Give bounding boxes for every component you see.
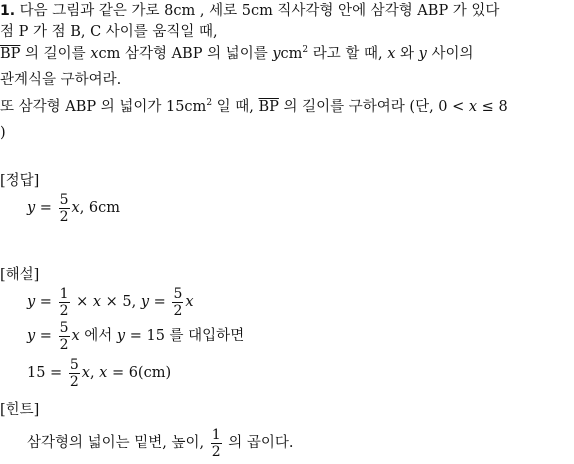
var-x: x [90, 46, 99, 62]
solution-line-2 [27, 318, 244, 354]
solution-text: 에서 [79, 328, 117, 344]
problem-text-3a: 의 길이를 [20, 46, 91, 62]
answer-equation [27, 190, 120, 226]
var-x: x [71, 328, 80, 344]
solution-text: , [89, 365, 100, 381]
var-x: x [99, 365, 108, 381]
denominator: 2 [59, 336, 69, 353]
fraction [59, 193, 70, 224]
fraction [59, 287, 70, 318]
solution-heading-text: [해설] [0, 267, 40, 283]
solution-line-1 [27, 284, 194, 320]
problem-line-6 [0, 122, 6, 144]
var-x: x [468, 99, 478, 115]
problem-text-3d: 라고 할 때, [308, 46, 388, 62]
segment-bp: $\overline{BP}$ [0, 46, 21, 62]
problem-number: 1. [0, 3, 16, 19]
solution-text: × 5, [101, 294, 141, 310]
denominator: 2 [173, 302, 183, 319]
problem-text-5c: 의 길이를 구하여라 (단, 0 < [278, 99, 469, 115]
fraction [59, 321, 70, 352]
var-x: x [185, 294, 194, 310]
problem-line-2 [0, 21, 218, 43]
hint-heading [0, 399, 39, 421]
answer-heading [0, 170, 39, 192]
solution-text: = 15 를 대입하면 [125, 328, 245, 344]
solution-text: = 6(cm) [107, 365, 172, 381]
problem-line-4 [0, 69, 121, 91]
hint-line [27, 424, 294, 462]
var-y: y [418, 46, 427, 62]
equals: = [35, 200, 57, 216]
denominator: 2 [59, 302, 69, 319]
denominator: 2 [69, 373, 79, 390]
hint-heading-text: [힌트] [0, 402, 40, 418]
var-y: y [27, 294, 36, 310]
numerator: 5 [69, 356, 79, 373]
exponent: 2 [302, 45, 309, 55]
equals: = [35, 294, 57, 310]
problem-text-1: 다음 그림과 같은 가로 8cm , 세로 5cm 직사각형 안에 삼각형 ABP 가 있다 [19, 3, 500, 19]
fraction [69, 358, 80, 389]
fraction [211, 428, 222, 459]
problem-text-5d: ≤ 8 [477, 99, 508, 115]
numerator: 1 [59, 285, 69, 302]
fraction [172, 287, 183, 318]
problem-text-3e: 와 [395, 46, 419, 62]
problem-text-2: 점 P 가 점 B, C 사이를 움직일 때, [0, 24, 218, 40]
var-y: y [27, 200, 36, 216]
numerator: 5 [59, 319, 69, 336]
var-y: y [116, 328, 126, 344]
problem-text-5b: 일 때, [212, 99, 259, 115]
segment-bp: $\overline{BP}$ [258, 99, 279, 115]
problem-text-5a: 또 삼각형 ABP 의 넓이가 15cm [0, 99, 207, 115]
solution-text: 15 = [27, 365, 67, 381]
var-x: x [387, 46, 396, 62]
solution-line-3 [27, 355, 171, 391]
equals: = [35, 328, 57, 344]
answer-heading-text: [정답] [0, 173, 40, 189]
var-y: y [140, 294, 150, 310]
denominator: 2 [59, 208, 69, 225]
problem-text-6: ) [0, 125, 6, 141]
numerator: 1 [211, 426, 221, 443]
problem-text-4: 관계식을 구하여라. [0, 72, 122, 88]
denominator: 2 [211, 443, 221, 460]
equals: = [149, 294, 171, 310]
hint-text: 의 곱이다. [223, 435, 294, 451]
numerator: 5 [173, 285, 183, 302]
hint-text: 삼각형의 넓이는 밑변, 높이, [27, 435, 209, 451]
problem-text-3b: cm 삼각형 ABP 의 넓이를 [98, 46, 273, 62]
answer-tail: , 6cm [79, 200, 121, 216]
numerator: 5 [59, 191, 69, 208]
var-x: x [81, 365, 90, 381]
problem-line-1 [0, 0, 499, 22]
var-y: y [272, 46, 281, 62]
unit-cm: cm [280, 46, 303, 62]
problem-line-5 [0, 96, 508, 118]
exponent: 2 [206, 98, 213, 108]
solution-heading [0, 264, 39, 286]
problem-text-3f: 사이의 [426, 46, 474, 62]
var-x: x [71, 200, 80, 216]
times: × [71, 294, 93, 310]
var-y: y [27, 328, 36, 344]
var-x: x [92, 294, 102, 310]
problem-line-3 [0, 43, 473, 65]
